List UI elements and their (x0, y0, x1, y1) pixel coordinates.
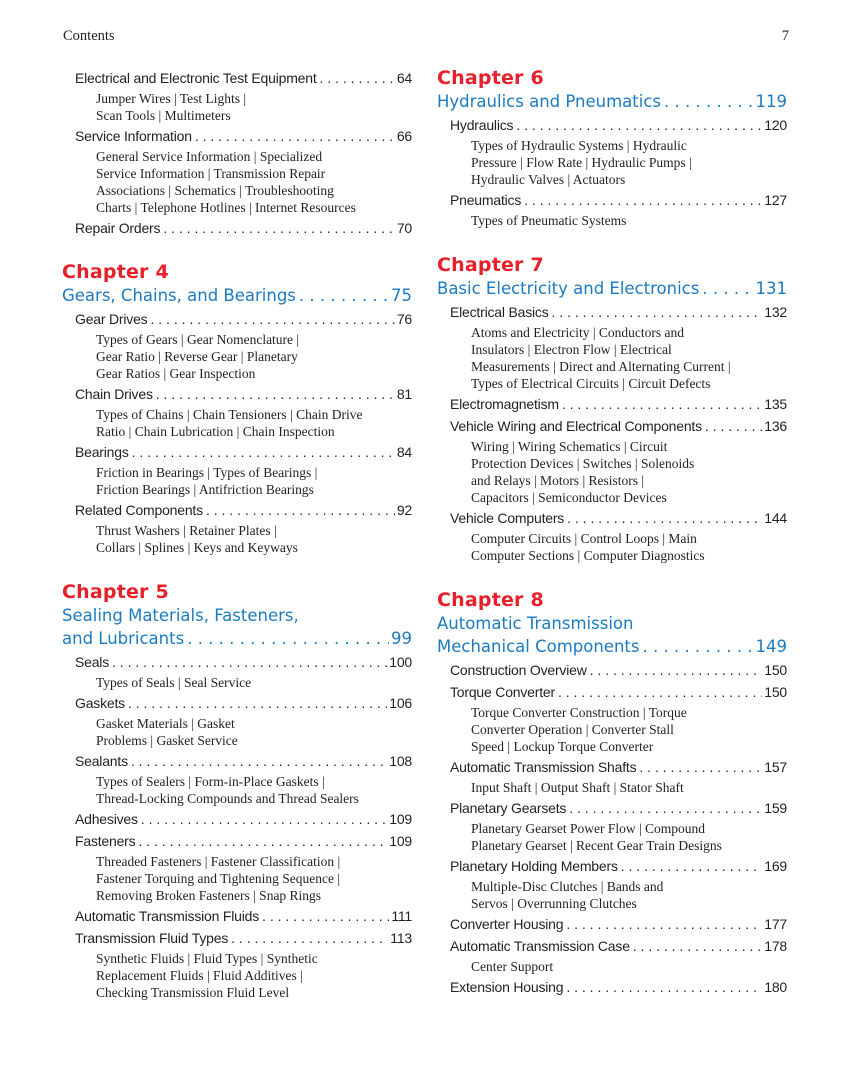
topic-line: Thrust Washers | Retainer Plates | (96, 523, 277, 538)
chapter-label: Chapter 8 (437, 589, 544, 611)
chapter-page: 99 (391, 629, 412, 648)
topic-line: Service Information | Transmission Repair (96, 166, 326, 181)
toc-section-entry-page: 106 (389, 695, 412, 711)
section-topics (96, 148, 412, 216)
page-number: 7 (781, 28, 789, 44)
toc-section-entry-page: 132 (764, 304, 787, 320)
toc-section-entry-page: 144 (764, 510, 787, 526)
toc-section-entry-title: Adhesives (75, 811, 138, 827)
chapter-spacer (62, 238, 412, 260)
toc-section-entry[interactable] (450, 417, 787, 436)
dot-leader (150, 310, 394, 329)
toc-section-entry-title: Transmission Fluid Types (75, 930, 229, 946)
chapter-label: Chapter 6 (437, 67, 544, 89)
toc-section-entry-page: 84 (396, 444, 412, 460)
topic-line: Thread-Locking Compounds and Thread Sealers (96, 791, 359, 806)
toc-section-entry-page: 111 (391, 908, 412, 924)
chapter-spacer (437, 566, 787, 588)
topic-line: Gasket Materials | Gasket (96, 716, 235, 731)
dot-leader (299, 284, 389, 307)
toc-section-entry[interactable] (75, 907, 412, 926)
toc-section-entry-page: 180 (764, 979, 787, 995)
toc-section-entry[interactable] (450, 978, 787, 997)
chapter-page: 75 (391, 286, 412, 305)
section-topics (96, 331, 412, 382)
toc-section-entry[interactable] (450, 191, 787, 210)
section-topics (471, 958, 787, 975)
section-topics (96, 773, 412, 807)
topic-line: Gear Ratio | Reverse Gear | Planetary (96, 349, 298, 364)
topic-line: Computer Sections | Computer Diagnostics (471, 548, 705, 563)
toc-section-entry[interactable] (75, 69, 412, 88)
chapter-label: Chapter 5 (62, 581, 169, 603)
toc-section-entry[interactable] (450, 758, 787, 777)
toc-section-entry-title: Planetary Gearsets (450, 800, 567, 816)
topic-line: Checking Transmission Fluid Level (96, 985, 290, 1000)
toc-chapter (62, 260, 412, 556)
toc-section-entry-title: Sealants (75, 753, 128, 769)
dot-leader (702, 277, 753, 300)
topic-line: General Service Information | Specialized (96, 149, 323, 164)
dot-leader (516, 116, 762, 135)
right-column (437, 66, 787, 997)
toc-section-entry[interactable] (75, 832, 412, 851)
toc-section-entry-title: Electrical Basics (450, 304, 549, 320)
toc-section-entry-page: 135 (764, 396, 787, 412)
toc-section-entry-page: 120 (764, 117, 787, 133)
topic-line: Converter Operation | Converter Stall (471, 722, 674, 737)
topic-line: Collars | Splines | Keys and Keyways (96, 540, 298, 555)
toc-section-entry[interactable] (450, 683, 787, 702)
toc-section-entry-page: 177 (764, 916, 787, 932)
chapter-spacer (437, 231, 787, 253)
dot-leader (705, 417, 762, 436)
toc-section-entry-title: Construction Overview (450, 662, 587, 678)
section-topics (96, 406, 412, 440)
topic-line: Atoms and Electricity | Conductors and (471, 325, 685, 340)
dot-leader (132, 443, 395, 462)
toc-section-entry-title: Electrical and Electronic Test Equipment (75, 70, 317, 86)
topic-line: Friction in Bearings | Types of Bearings | (96, 465, 318, 480)
toc-section-entry[interactable] (75, 694, 412, 713)
topic-line: Servos | Overrunning Clutches (471, 896, 637, 911)
toc-section-entry-page: 81 (396, 386, 412, 402)
toc-section-entry-title: Gaskets (75, 695, 125, 711)
topic-line: Types of Hydraulic Systems | Hydraulic (471, 138, 687, 153)
topic-line: Ratio | Chain Lubrication | Chain Inspection (96, 424, 335, 439)
topic-line: Pressure | Flow Rate | Hydraulic Pumps | (471, 155, 692, 170)
dot-leader (128, 694, 387, 713)
chapter-title-line: Mechanical Components (437, 637, 640, 656)
topic-line: Gear Ratios | Gear Inspection (96, 366, 256, 381)
toc-chapter-entry[interactable] (437, 90, 787, 113)
toc-section-entry-page: 70 (396, 220, 412, 236)
dot-leader (558, 683, 762, 702)
chapter-title-line: and Lubricants (62, 629, 185, 648)
toc-chapter-entry[interactable] (62, 627, 412, 650)
dot-leader (187, 627, 389, 650)
toc-section-entry[interactable] (75, 310, 412, 329)
toc-section-entry[interactable] (450, 661, 787, 680)
toc-section-entry-title: Converter Housing (450, 916, 564, 932)
section-topics (471, 704, 787, 755)
dot-leader (569, 799, 762, 818)
dot-leader (566, 978, 762, 997)
section-topics (471, 878, 787, 912)
toc-section-entry-page: 109 (389, 811, 412, 827)
toc-section-entry-title: Bearings (75, 444, 129, 460)
toc-section-entry-title: Vehicle Computers (450, 510, 565, 526)
chapter-spacer (62, 558, 412, 580)
chapter-title-line: Gears, Chains, and Bearings (62, 286, 296, 305)
dot-leader (621, 857, 762, 876)
toc-section-entry[interactable] (450, 937, 787, 956)
topic-line: Replacement Fluids | Fluid Additives | (96, 968, 303, 983)
toc-section-entry-page: 108 (389, 753, 412, 769)
toc-section-entry-page: 100 (389, 654, 412, 670)
toc-chapter (62, 580, 412, 1001)
toc-section-entry[interactable] (75, 219, 412, 238)
topic-line: Types of Sealers | Form-in-Place Gaskets | (96, 774, 325, 789)
toc-chapter (437, 66, 787, 229)
dot-leader (567, 509, 762, 528)
topic-line: Computer Circuits | Control Loops | Main (471, 531, 697, 546)
topic-line: Friction Bearings | Antifriction Bearings (96, 482, 314, 497)
section-topics (471, 530, 787, 564)
topic-line: Torque Converter Construction | Torque (471, 705, 687, 720)
topic-line: Types of Chains | Chain Tensioners | Chain Drive (96, 407, 363, 422)
toc-section-entry-title: Repair Orders (75, 220, 161, 236)
toc-section-entry-title: Torque Converter (450, 684, 555, 700)
toc-section-entry-title: Related Components (75, 502, 203, 518)
toc-section-entry[interactable] (75, 127, 412, 146)
topic-line: and Relays | Motors | Resistors | (471, 473, 645, 488)
section-topics (96, 950, 412, 1001)
topic-line: Jumper Wires | Test Lights | (96, 91, 247, 106)
dot-leader (642, 635, 753, 658)
dot-leader (566, 915, 762, 934)
topic-line: Threaded Fasteners | Fastener Classification | (96, 854, 341, 869)
section-topics (471, 324, 787, 392)
toc-section-entry-page: 109 (389, 833, 412, 849)
running-head-title: Contents (63, 28, 115, 44)
toc-section-entry[interactable] (450, 116, 787, 135)
topic-line: Types of Electrical Circuits | Circuit Defects (471, 376, 711, 391)
toc-chapter-entry[interactable] (437, 635, 787, 658)
dot-leader (231, 929, 388, 948)
topic-line: Synthetic Fluids | Fluid Types | Synthetic (96, 951, 318, 966)
topic-line: Types of Gears | Gear Nomenclature | (96, 332, 300, 347)
chapter-page: 119 (755, 92, 787, 111)
toc-section-entry-title: Automatic Transmission Shafts (450, 759, 637, 775)
toc-section-entry-page: 159 (764, 800, 787, 816)
toc-section-entry-page: 113 (390, 930, 412, 946)
dot-leader (590, 661, 763, 680)
toc-section-entry[interactable] (75, 810, 412, 829)
topic-line: Protection Devices | Switches | Solenoids (471, 456, 695, 471)
toc-chapter (437, 588, 787, 997)
chapter-title-line: Basic Electricity and Electronics (437, 279, 700, 298)
toc-section-entry[interactable] (450, 509, 787, 528)
toc-chapter-entry[interactable] (62, 284, 412, 307)
section-topics (471, 779, 787, 796)
toc-section-entry-page: 178 (764, 938, 787, 954)
dot-leader (206, 501, 395, 520)
toc-chapter-entry[interactable] (437, 277, 787, 300)
topic-line: Measurements | Direct and Alternating Current | (471, 359, 731, 374)
toc-section-entry[interactable] (450, 799, 787, 818)
toc-section-entry-title: Vehicle Wiring and Electrical Components (450, 418, 702, 434)
chapter-label: Chapter 4 (62, 261, 169, 283)
chapter-page: 131 (755, 279, 787, 298)
toc-section-entry[interactable] (75, 385, 412, 404)
toc-section-entry-page: 127 (764, 192, 787, 208)
dot-leader (138, 832, 387, 851)
toc-section-entry-page: 136 (764, 418, 787, 434)
dot-leader (639, 758, 762, 777)
topic-line: Problems | Gasket Service (96, 733, 238, 748)
topic-line: Associations | Schematics | Troubleshooting (96, 183, 334, 198)
toc-section-entry[interactable] (75, 443, 412, 462)
toc-section-entry-title: Electromagnetism (450, 396, 559, 412)
toc-section-entry-title: Planetary Holding Members (450, 858, 618, 874)
toc-section-entry[interactable] (450, 395, 787, 414)
toc-section-entry[interactable] (75, 501, 412, 520)
topic-line: Charts | Telephone Hotlines | Internet Resources (96, 200, 356, 215)
toc-section-entry-page: 64 (396, 70, 412, 86)
topic-line: Wiring | Wiring Schematics | Circuit (471, 439, 668, 454)
topic-line: Hydraulic Valves | Actuators (471, 172, 626, 187)
toc-section-entry-page: 150 (764, 662, 787, 678)
toc-section-entry[interactable] (75, 752, 412, 771)
toc-chapter (437, 253, 787, 564)
toc-section-entry-title: Chain Drives (75, 386, 153, 402)
section-topics (96, 90, 412, 124)
toc-section-entry-page: 150 (764, 684, 787, 700)
dot-leader (163, 219, 394, 238)
dot-leader (320, 69, 395, 88)
toc-section-entry-title: Service Information (75, 128, 192, 144)
toc-section-entry-page: 66 (396, 128, 412, 144)
toc-section-entry-page: 76 (396, 311, 412, 327)
toc-section-entry[interactable] (450, 857, 787, 876)
toc-section-entry[interactable] (450, 303, 787, 322)
toc-section-entry-title: Hydraulics (450, 117, 514, 133)
chapter-label: Chapter 7 (437, 254, 544, 276)
toc-section-entry-title: Automatic Transmission Case (450, 938, 630, 954)
topic-line: Types of Seals | Seal Service (96, 675, 252, 690)
chapter-title-line: Hydraulics and Pneumatics (437, 92, 661, 111)
toc-section-entry-title: Pneumatics (450, 192, 522, 208)
topic-line: Types of Pneumatic Systems (471, 213, 627, 228)
dot-leader (131, 752, 387, 771)
topic-line: Input Shaft | Output Shaft | Stator Shaft (471, 780, 684, 795)
toc-section-entry[interactable] (75, 653, 412, 672)
dot-leader (562, 395, 762, 414)
toc-section-entry-page: 169 (764, 858, 787, 874)
toc-section-entry-title: Seals (75, 654, 110, 670)
dot-leader (195, 127, 395, 146)
dot-leader (524, 191, 762, 210)
topic-line: Planetary Gearset Power Flow | Compound (471, 821, 706, 836)
toc-section-entry[interactable] (450, 915, 787, 934)
toc-section-entry-title: Fasteners (75, 833, 136, 849)
section-topics (96, 522, 412, 556)
topic-line: Speed | Lockup Torque Converter (471, 739, 654, 754)
toc-section-entry-title: Automatic Transmission Fluids (75, 908, 260, 924)
dot-leader (633, 937, 762, 956)
toc-section-entry-page: 157 (764, 759, 787, 775)
topic-line: Removing Broken Fasteners | Snap Rings (96, 888, 322, 903)
chapter-title-line: Sealing Materials, Fasteners, (62, 606, 299, 625)
dot-leader (156, 385, 395, 404)
toc-section-entry-title: Gear Drives (75, 311, 148, 327)
dot-leader (664, 90, 754, 113)
topic-line: Scan Tools | Multimeters (96, 108, 231, 123)
chapter-page: 149 (755, 637, 787, 656)
toc-section-entry-page: 92 (396, 502, 412, 518)
toc-section-entry-title: Extension Housing (450, 979, 564, 995)
topic-line: Multiple-Disc Clutches | Bands and (471, 879, 664, 894)
chapter-title-line: Automatic Transmission (437, 614, 634, 633)
topic-line: Center Support (471, 959, 554, 974)
dot-leader (141, 810, 387, 829)
section-topics (96, 464, 412, 498)
left-column (62, 66, 412, 1003)
topic-line: Insulators | Electron Flow | Electrical (471, 342, 672, 357)
section-topics (471, 212, 787, 229)
section-topics (471, 820, 787, 854)
dot-leader (112, 653, 387, 672)
topic-line: Planetary Gearset | Recent Gear Train Designs (471, 838, 722, 853)
section-topics (471, 438, 787, 506)
section-topics (471, 137, 787, 188)
section-topics (96, 674, 412, 691)
section-topics (96, 715, 412, 749)
toc-section-entry[interactable] (75, 929, 412, 948)
topic-line: Capacitors | Semiconductor Devices (471, 490, 667, 505)
dot-leader (262, 907, 389, 926)
topic-line: Fastener Torquing and Tightening Sequence | (96, 871, 341, 886)
section-topics (96, 853, 412, 904)
dot-leader (552, 303, 763, 322)
